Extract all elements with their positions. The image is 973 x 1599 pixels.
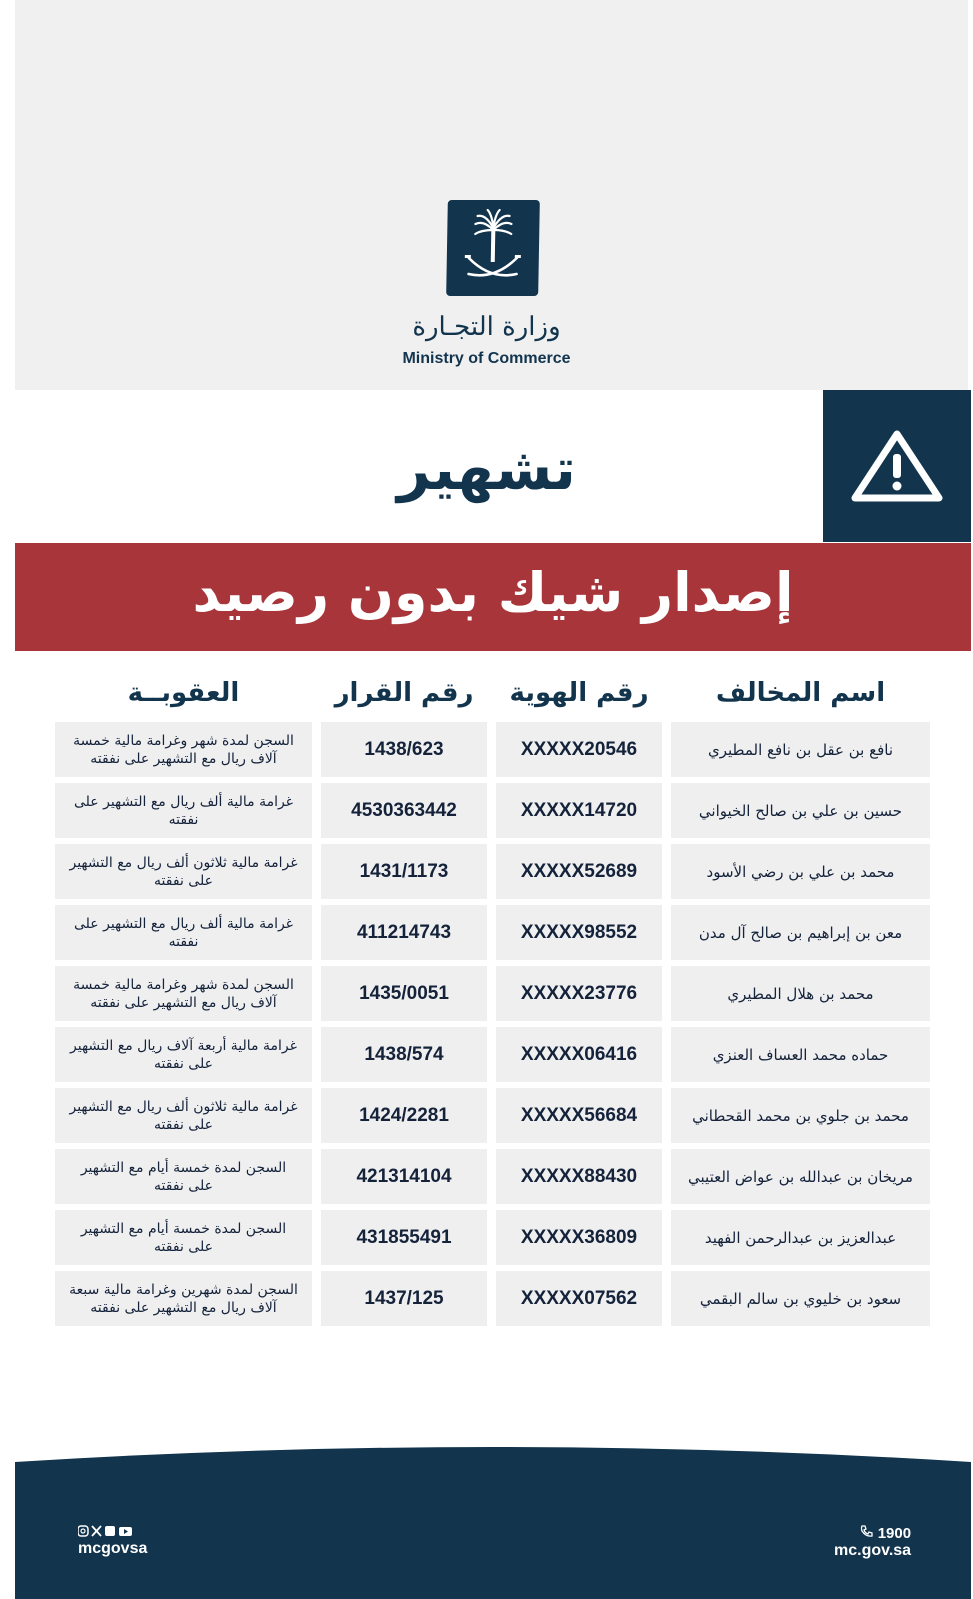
cell-id: XXXXX20546 xyxy=(496,722,662,777)
header-penalty: العقوبــة xyxy=(127,678,240,708)
cell-id: XXXXX98552 xyxy=(496,905,662,960)
cell-penalty: غرامة مالية ثلاثون ألف ريال مع التشهير على نفقته xyxy=(55,1088,312,1143)
cell-name: محمد بن هلال المطيري xyxy=(671,966,930,1021)
cell-name: نافع بن عقل بن نافع المطيري xyxy=(671,722,930,777)
footer xyxy=(15,1478,971,1599)
cell-id: XXXXX14720 xyxy=(496,783,662,838)
cell-penalty: السجن لمدة خمسة أيام مع التشهير على نفقته xyxy=(55,1149,312,1204)
footer-social xyxy=(78,1525,147,1558)
phone-icon xyxy=(860,1525,874,1538)
cell-decision: 1438/623 xyxy=(321,722,487,777)
cell-penalty: السجن لمدة شهر وغرامة مالية خمسة آلاف ريال مع التشهير على نفقته xyxy=(55,966,312,1021)
table-header xyxy=(55,678,930,722)
table-row xyxy=(55,1088,930,1143)
cell-name: محمد بن جلوي بن محمد القحطاني xyxy=(671,1088,930,1143)
table-row xyxy=(55,783,930,838)
cell-penalty: غرامة مالية ثلاثون ألف ريال مع التشهير على نفقته xyxy=(55,844,312,899)
cell-id: XXXXX56684 xyxy=(496,1088,662,1143)
palm-swords-icon xyxy=(446,200,540,296)
cell-penalty: السجن لمدة شهرين وغرامة مالية سبعة آلاف ريال مع التشهير على نفقته xyxy=(55,1271,312,1326)
table-row xyxy=(55,1210,930,1265)
banner-text: إصدار شيك بدون رصيد xyxy=(192,561,794,624)
violators-table xyxy=(55,678,930,1332)
cell-decision: 1424/2281 xyxy=(321,1088,487,1143)
social-icons xyxy=(78,1525,147,1540)
phone-number[interactable]: 1900 xyxy=(877,1525,912,1542)
footer-contact xyxy=(834,1525,911,1560)
table-row xyxy=(55,1027,930,1082)
table-row xyxy=(55,966,930,1021)
table-row xyxy=(55,844,930,899)
left-edge xyxy=(0,0,15,1599)
cell-decision: 1431/1173 xyxy=(321,844,487,899)
cell-name: عبدالعزيز بن عبدالرحمن الفهيد xyxy=(671,1210,930,1265)
cell-decision: 1435/0051 xyxy=(321,966,487,1021)
table-row xyxy=(55,1149,930,1204)
phone-row xyxy=(834,1525,911,1542)
header-id: رقم الهوية xyxy=(509,678,649,708)
cell-id: XXXXX52689 xyxy=(496,844,662,899)
cell-decision: 421314104 xyxy=(321,1149,487,1204)
cell-decision: 1437/125 xyxy=(321,1271,487,1326)
cell-decision: 411214743 xyxy=(321,905,487,960)
cell-decision: 4530363442 xyxy=(321,783,487,838)
cell-penalty: غرامة مالية ألف ريال مع التشهير على نفقته xyxy=(55,905,312,960)
cell-penalty: غرامة مالية ألف ريال مع التشهير على نفقته xyxy=(55,783,312,838)
notice-banner xyxy=(15,543,971,651)
ministry-name-arabic: وزارة التجـارة xyxy=(412,312,561,342)
notice-title: تشهير xyxy=(397,435,576,503)
cell-decision: 1438/574 xyxy=(321,1027,487,1082)
header-name: اسم المخالف xyxy=(715,678,886,708)
cell-decision: 431855491 xyxy=(321,1210,487,1265)
cell-name: سعود بن خليوي بن سالم البقمي xyxy=(671,1271,930,1326)
cell-id: XXXXX88430 xyxy=(496,1149,662,1204)
cell-name: محمد بن علي بن رضي الأسود xyxy=(671,844,930,899)
cell-penalty: السجن لمدة خمسة أيام مع التشهير على نفقته xyxy=(55,1210,312,1265)
cell-name: مريخان بن عبدالله بن عواض العتيبي xyxy=(671,1149,930,1204)
table-row xyxy=(55,1271,930,1326)
website-link[interactable]: mc.gov.sa xyxy=(834,1542,912,1559)
table-row xyxy=(55,722,930,777)
saudi-emblem-logo xyxy=(446,200,540,296)
x-icon xyxy=(92,1526,101,1536)
cell-id: XXXXX06416 xyxy=(496,1027,662,1082)
header-decision: رقم القرار xyxy=(334,678,474,708)
cell-penalty: السجن لمدة شهر وغرامة مالية خمسة آلاف ريال مع التشهير على نفقته xyxy=(55,722,312,777)
cell-id: XXXXX07562 xyxy=(496,1271,662,1326)
instagram-icon xyxy=(78,1526,88,1536)
social-handle[interactable]: mcgovsa xyxy=(78,1540,148,1557)
cell-name: حماده محمد العساف العنزي xyxy=(671,1027,930,1082)
facebook-icon xyxy=(105,1526,115,1536)
cell-id: XXXXX36809 xyxy=(496,1210,662,1265)
cell-id: XXXXX23776 xyxy=(496,966,662,1021)
table-row xyxy=(55,905,930,960)
right-edge xyxy=(968,0,973,1599)
cell-penalty: غرامة مالية أربعة آلاف ريال مع التشهير على نفقته xyxy=(55,1027,312,1082)
cell-name: معن بن إبراهيم بن صالح آل مدن xyxy=(671,905,930,960)
cell-name: حسين بن علي بن صالح الخيواني xyxy=(671,783,930,838)
ministry-name-english: Ministry of Commerce xyxy=(402,350,571,367)
